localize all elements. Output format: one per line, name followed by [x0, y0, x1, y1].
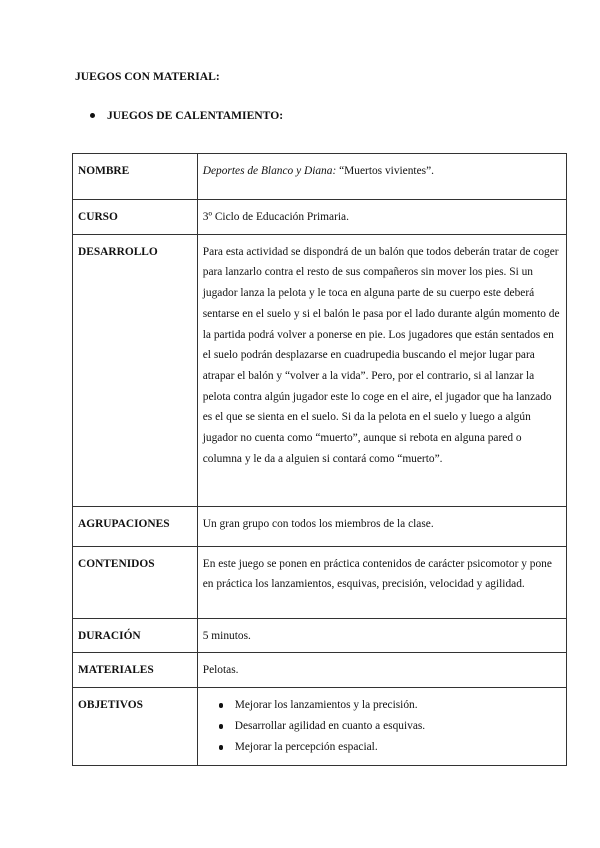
section-heading — [90, 109, 283, 122]
table-row-contenidos — [73, 546, 567, 618]
label-objetivos: OBJETIVOS — [73, 688, 198, 766]
game-table — [72, 153, 567, 766]
table-row-duracion — [73, 618, 567, 653]
value-contenidos: En este juego se ponen en práctica contenidos de carácter psicomotor y pone en práctica los lanzamientos, esquivas, precisión, velocidad y agilidad. — [197, 546, 566, 618]
value-desarrollo: Para esta actividad se dispondrá de un balón que todos deberán tratar de coger para lanzarlo contra el resto de sus compañeros sin mover los pies. Si un jugador lanza la pelota y le toca en alguna parte de su cuerpo este deberá sentarse en el suelo y si el balón le pasa por el lado durante algún momento de la partida podrá volver a ponerse en pie. Los jugadores que están sentados en el suelo podrán desplazarse en cuadrupedia buscando el mejor lugar para atrapar el balón y “volver a la vida”. Pero, por el contrario, si al lanzar la pelota contra algún jugador este lo coge en el aire, el jugador que ha lanzado es el que se sienta en el suelo. Si da la pelota en el suelo y luego a algún jugador no cuenta como “muerto”, aunque si rebota en alguna pared o columna y le da a alguien si contará como “muerto”. — [197, 234, 566, 506]
value-curso: 3º Ciclo de Educación Primaria. — [197, 200, 566, 235]
label-agrupaciones: AGRUPACIONES — [73, 506, 198, 546]
value-nombre — [197, 154, 566, 200]
value-duracion: 5 minutos. — [197, 618, 566, 653]
table-row-materiales — [73, 653, 567, 688]
label-contenidos: CONTENIDOS — [73, 546, 198, 618]
value-nombre-italic: Deportes de Blanco y Diana: — [202, 165, 337, 177]
table-row-nombre — [73, 154, 567, 200]
table-row-agrupaciones — [73, 506, 567, 546]
document-heading: JUEGOS CON MATERIAL: — [75, 70, 220, 83]
bullet-icon — [90, 113, 95, 118]
table-row-desarrollo — [73, 234, 567, 506]
label-nombre: NOMBRE — [73, 154, 198, 200]
value-nombre-rest: “Muertos vivientes”. — [336, 165, 434, 177]
table-row-objetivos — [73, 688, 567, 766]
label-desarrollo: DESARROLLO — [73, 234, 198, 506]
list-item: Desarrollar agilidad en cuanto a esquivas. — [235, 716, 561, 737]
objectives-list — [203, 695, 561, 758]
value-agrupaciones: Un gran grupo con todos los miembros de la clase. — [197, 506, 566, 546]
table-row-curso — [73, 200, 567, 235]
value-materiales: Pelotas. — [197, 653, 566, 688]
label-materiales: MATERIALES — [73, 653, 198, 688]
list-item: Mejorar los lanzamientos y la precisión. — [235, 695, 561, 716]
value-objetivos — [197, 688, 566, 766]
section-heading-text: JUEGOS DE CALENTAMIENTO: — [107, 109, 284, 122]
list-item: Mejorar la percepción espacial. — [235, 737, 561, 758]
label-curso: CURSO — [73, 200, 198, 235]
label-duracion: DURACIÓN — [73, 618, 198, 653]
